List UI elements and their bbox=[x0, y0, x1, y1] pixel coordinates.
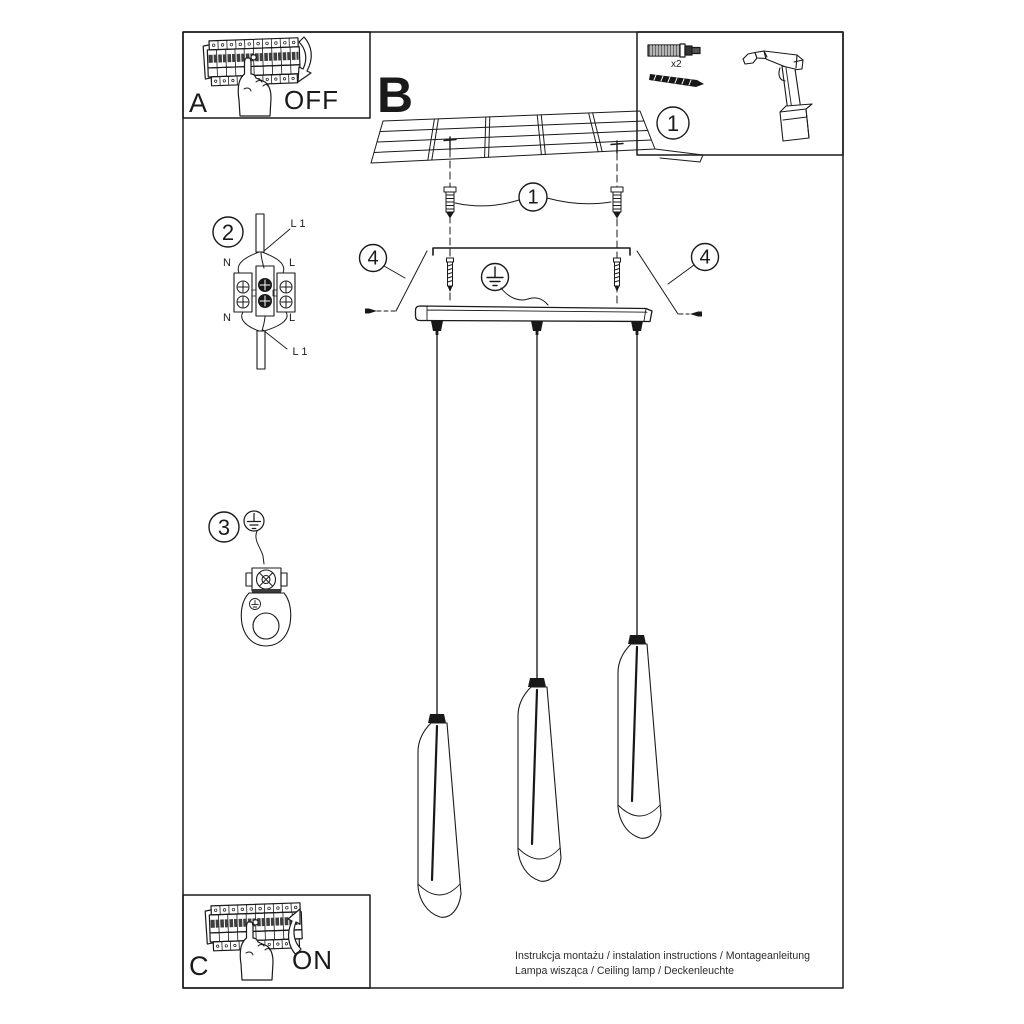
mounting-screw-icon bbox=[447, 258, 621, 292]
canopy-icon bbox=[416, 306, 653, 322]
centerlines bbox=[450, 150, 617, 304]
wall-plug-with-screw-icon bbox=[648, 44, 700, 57]
callout-4-right: 4 bbox=[699, 246, 711, 269]
on-label: ON bbox=[292, 945, 333, 975]
callout-1-anchors: 1 bbox=[527, 186, 539, 209]
panel-a-label: A bbox=[189, 88, 208, 118]
cable-gland-icon bbox=[431, 321, 643, 335]
screw-quantity: x2 bbox=[671, 59, 682, 70]
footer-product-line: Lampa wisząca / Ceiling lamp / Deckenleuchte bbox=[515, 965, 735, 977]
pendant-shade-icon bbox=[418, 635, 661, 917]
wire-label-l-bottom: L bbox=[288, 312, 296, 324]
wire-label-l-top: L bbox=[288, 257, 296, 269]
panel-c-label: C bbox=[189, 951, 209, 981]
section-b-label: B bbox=[377, 67, 414, 123]
callout-3: 3 bbox=[217, 515, 231, 540]
wire-label-l1-top: L 1 bbox=[290, 218, 306, 230]
callout-4-left: 4 bbox=[367, 247, 379, 270]
screw-icon bbox=[649, 74, 704, 87]
ground-symbol-small-icon bbox=[244, 511, 264, 531]
callout-2: 2 bbox=[221, 220, 235, 245]
callout-1-parts: 1 bbox=[666, 111, 680, 136]
page-border bbox=[183, 32, 843, 988]
ground-symbol-icon bbox=[482, 264, 509, 291]
off-label: OFF bbox=[284, 85, 339, 115]
footer-title-line: Instrukcja montażu / instalation instructions / Montageanleitung bbox=[515, 950, 811, 962]
mounting-section bbox=[360, 244, 719, 336]
wire-label-n-bottom: N bbox=[223, 312, 231, 324]
ground-leader-line bbox=[501, 288, 548, 305]
breaker-panel-on-icon bbox=[205, 903, 303, 980]
wire-label-n-top: N bbox=[223, 257, 231, 269]
drill-icon bbox=[743, 51, 812, 141]
wire-label-l1-bottom: L 1 bbox=[292, 346, 308, 358]
pendant-cable bbox=[437, 335, 637, 714]
